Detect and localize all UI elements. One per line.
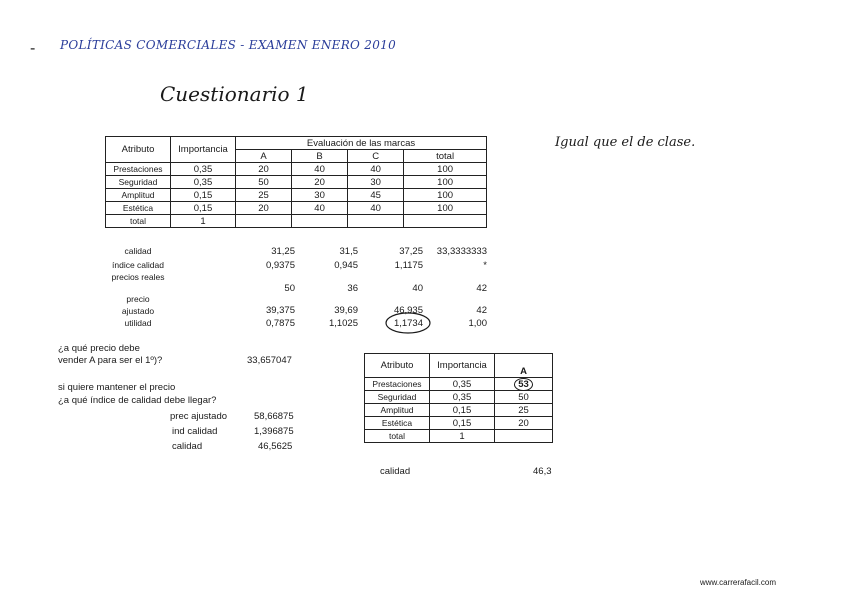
q2-line1: si quiere mantener el precio [58, 382, 176, 393]
calidad-total: 33,3333333 [436, 246, 487, 257]
attr-cell: Amplitud [106, 189, 171, 202]
imp-cell: 0,15 [430, 417, 495, 430]
header-evaluacion: Evaluación de las marcas [236, 137, 487, 150]
header-importancia: Importancia [171, 137, 236, 163]
indice-b: 0,945 [334, 260, 358, 271]
scenario-table [364, 353, 553, 443]
table-row [365, 378, 553, 391]
precios-label: precios reales [111, 272, 165, 282]
precio-c: 40 [412, 283, 423, 294]
empty-cell [236, 215, 292, 228]
utilidad-a: 0,7875 [265, 318, 295, 329]
a-cell: 25 [236, 189, 292, 202]
attr-cell: Prestaciones [106, 163, 171, 176]
table-row [106, 202, 487, 215]
ajustado-a: 39,375 [265, 305, 295, 316]
precio-b: 36 [347, 283, 358, 294]
subheader-a: A [236, 150, 292, 163]
header-a: A [495, 354, 553, 378]
total-label: total [365, 430, 430, 443]
subheader-total: total [404, 150, 487, 163]
page-title: POLÍTICAS COMERCIALES - EXAMEN ENERO 2010 [60, 38, 397, 52]
precio-a: 50 [284, 283, 295, 294]
q1-line2: vender A para ser el 1º)? [58, 355, 163, 366]
precio-total: 42 [476, 283, 487, 294]
indice-a: 0,9375 [265, 260, 295, 271]
footer-site: www.carrerafacil.com [700, 578, 777, 587]
cuestionario-heading: Cuestionario 1 [160, 82, 309, 106]
c-cell: 30 [348, 176, 404, 189]
indice-label: índice calidad [112, 260, 164, 270]
table-row [365, 391, 553, 404]
table-row [106, 189, 487, 202]
imp-cell: 0,35 [171, 163, 236, 176]
imp-cell: 0,15 [171, 189, 236, 202]
q1-line1: ¿a qué precio debe [58, 343, 140, 354]
ajustado-b: 39,69 [334, 305, 358, 316]
total-cell: 100 [404, 176, 487, 189]
attr-cell: Amplitud [365, 404, 430, 417]
imp-cell: 0,35 [430, 391, 495, 404]
handwritten-note: Igual que el de clase. [555, 135, 696, 150]
bullet-dash: - [30, 40, 36, 57]
a-cell: 20 [495, 417, 553, 430]
total-importance: 1 [171, 215, 236, 228]
total-cell: 100 [404, 189, 487, 202]
a-cell-circled: 53 [495, 378, 553, 391]
ajustado-c: 46,935 [393, 305, 423, 316]
c-cell: 40 [348, 163, 404, 176]
precio-label: precio [126, 294, 150, 304]
header-importancia: Importancia [430, 354, 495, 378]
subheader-b: B [292, 150, 348, 163]
c-cell: 45 [348, 189, 404, 202]
indice-mark: * [483, 260, 487, 271]
utilidad-label: utilidad [124, 318, 152, 328]
ajustado-total: 42 [476, 305, 487, 316]
q2-line2: ¿a qué índice de calidad debe llegar? [58, 395, 217, 406]
imp-cell: 0,35 [171, 176, 236, 189]
b-cell: 20 [292, 176, 348, 189]
total-cell: 100 [404, 163, 487, 176]
table-row [365, 417, 553, 430]
calidad-a: 31,25 [271, 246, 295, 257]
empty-cell [404, 215, 487, 228]
q2-value: 58,66875 [254, 411, 294, 422]
header-atributo: Atributo [106, 137, 171, 163]
table-row-total [106, 215, 487, 228]
b-cell: 40 [292, 163, 348, 176]
q2-label: ind calidad [172, 426, 218, 437]
subheader-c: C [348, 150, 404, 163]
a-cell: 20 [236, 202, 292, 215]
q2-label: calidad [172, 441, 203, 452]
table-row [106, 176, 487, 189]
highlight-circle [384, 311, 432, 335]
a-cell: 20 [236, 163, 292, 176]
a-cell: 50 [495, 391, 553, 404]
attr-cell: Prestaciones [365, 378, 430, 391]
utilidad-b: 1,1025 [328, 318, 358, 329]
imp-cell: 0,35 [430, 378, 495, 391]
imp-cell: 0,15 [430, 404, 495, 417]
q2-label: prec ajustado [170, 411, 228, 422]
table-row-total [365, 430, 553, 443]
b-cell: 40 [292, 202, 348, 215]
b-cell: 30 [292, 189, 348, 202]
evaluation-table [105, 136, 487, 228]
empty-cell [495, 430, 553, 443]
a-cell: 50 [236, 176, 292, 189]
q2-value: 1,396875 [254, 426, 294, 437]
table-row [365, 404, 553, 417]
q2-value: 46,5625 [258, 441, 293, 452]
attr-cell: Estética [106, 202, 171, 215]
indice-c: 1,1175 [394, 260, 423, 271]
q1-answer: 33,657047 [247, 355, 292, 366]
header-atributo: Atributo [365, 354, 430, 378]
calidad-b: 31,5 [339, 246, 358, 257]
c-cell: 40 [348, 202, 404, 215]
total-label: total [106, 215, 171, 228]
attr-cell: Estética [365, 417, 430, 430]
imp-cell: 0,15 [171, 202, 236, 215]
calidad-value-2: 46,3 [533, 466, 552, 477]
attr-cell: Seguridad [365, 391, 430, 404]
a-cell: 25 [495, 404, 553, 417]
empty-cell [348, 215, 404, 228]
total-cell: 100 [404, 202, 487, 215]
ajustado-label: ajustado [121, 306, 155, 316]
utilidad-total: 1,00 [468, 318, 487, 329]
attr-cell: Seguridad [106, 176, 171, 189]
utilidad-c: 1,1734 [393, 318, 423, 329]
total-importance: 1 [430, 430, 495, 443]
calidad-label-2: calidad [380, 466, 411, 477]
table-row [106, 163, 487, 176]
empty-cell [292, 215, 348, 228]
calidad-c: 37,25 [399, 246, 423, 257]
calidad-label: calidad [124, 246, 152, 256]
